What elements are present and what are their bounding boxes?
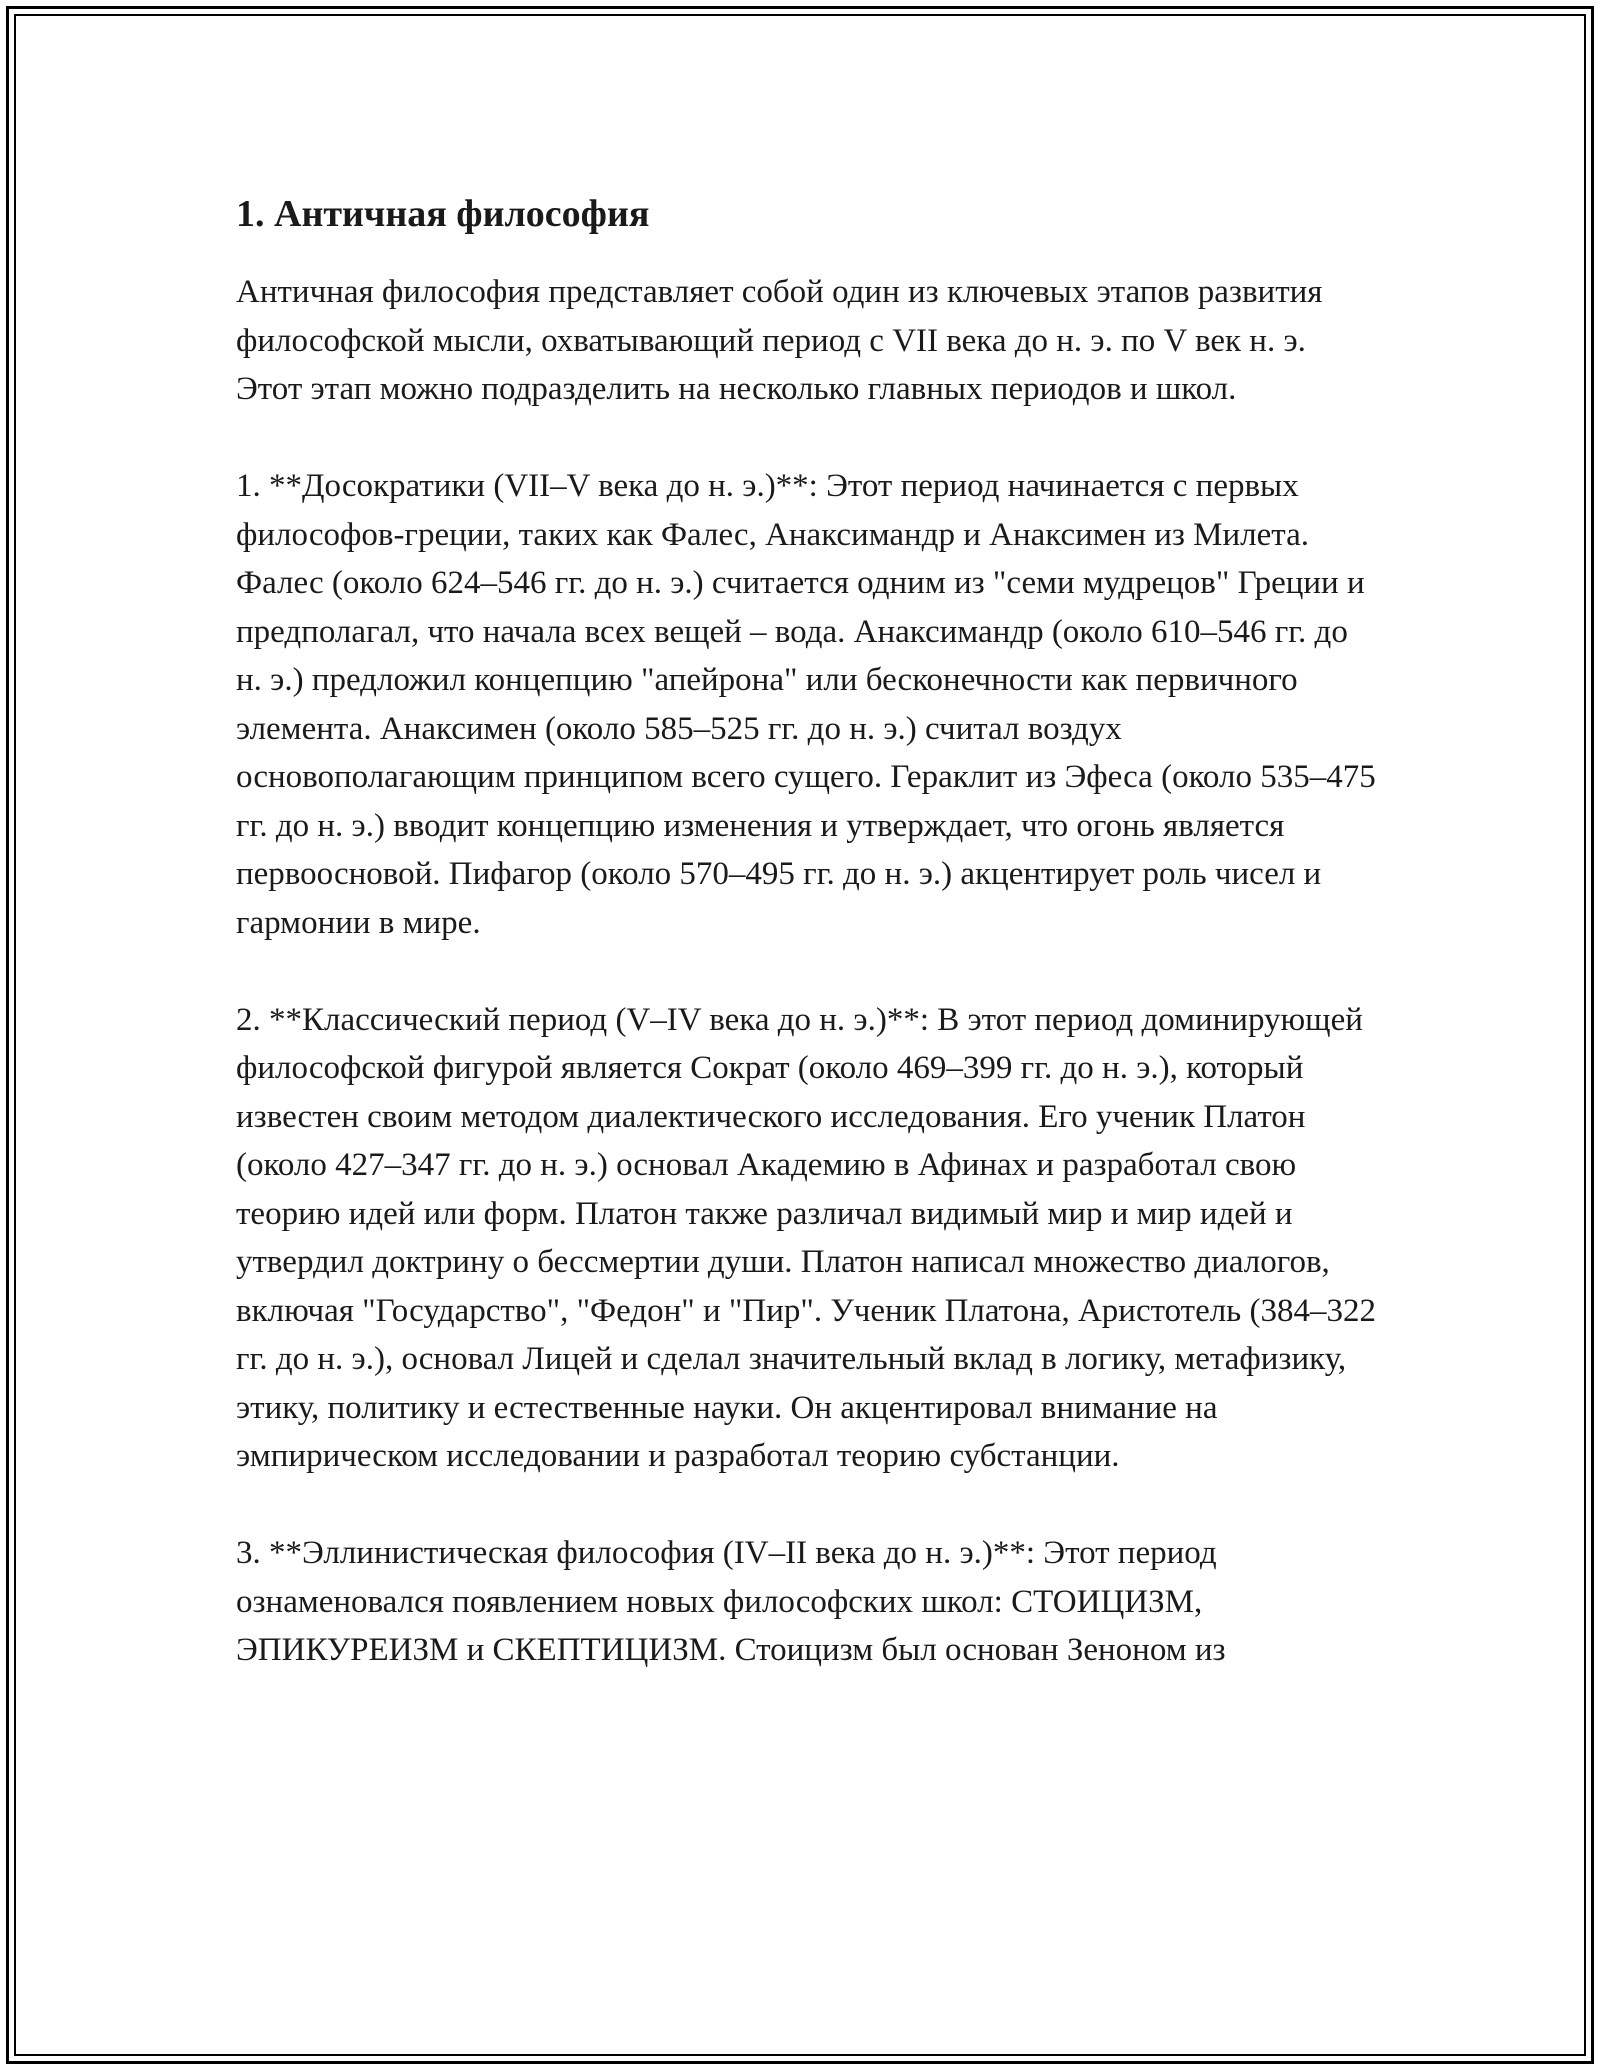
document-title: 1. Античная философия bbox=[236, 193, 650, 235]
document-page bbox=[236, 190, 1376, 1723]
paragraph-hellenistic: 3. **Эллинистическая философия (IV–II века до н. э.)**: Этот период ознаменовался появлением новых философских школ: СТОИЦИЗМ, ЭПИКУРЕИЗМ и СКЕПТИЦИЗМ. Стоицизм был основан Зеноном из bbox=[236, 1535, 1226, 1668]
paragraph-intro: Античная философия представляет собой один из ключевых этапов развития философской мысли, охватывающий период с VII века до н. э. по V век н. э. Этот этап можно подразделить на несколько главных периодов и школ. bbox=[236, 274, 1323, 407]
paragraph-presocratics: 1. **Досократики (VII–V века до н. э.)**: Этот период начинается с первых философов-греции, таких как Фалес, Анаксимандр и Анаксимен из Милета. Фалес (около 624–546 гг. до н. э.) считается одним из "семи мудрецов" Греции и предполагал, что начала всех вещей – вода. Анаксимандр (около 610–546 гг. до н. э.) предложил концепцию "апейрона" или бесконечности как первичного элемента. Анаксимен (около 585–525 гг. до н. э.) считал воздух основополагающим принципом всего сущего. Гераклит из Эфеса (около 535–475 гг. до н. э.) вводит концепцию изменения и утверждает, что огонь является первоосновой. Пифагор (около 570–495 гг. до н. э.) акцентирует роль чисел и гармонии в мире. bbox=[236, 468, 1376, 941]
paragraph-classical: 2. **Классический период (V–IV века до н. э.)**: В этот период доминирующей философской фигурой является Сократ (около 469–399 гг. до н. э.), который известен своим методом диалектического исследования. Его ученик Платон (около 427–347 гг. до н. э.) основал Академию в Афинах и разработал свою теорию идей или форм. Платон также различал видимый мир и мир идей и утвердил доктрину о бессмертии души. Платон написал множество диалогов, включая "Государство", "Федон" и "Пир". Ученик Платона, Аристотель (384–322 гг. до н. э.), основал Лицей и сделал значительный вклад в логику, метафизику, этику, политику и естественные науки. Он акцентировал внимание на эмпирическом исследовании и разработал теорию субстанции. bbox=[236, 1001, 1376, 1474]
